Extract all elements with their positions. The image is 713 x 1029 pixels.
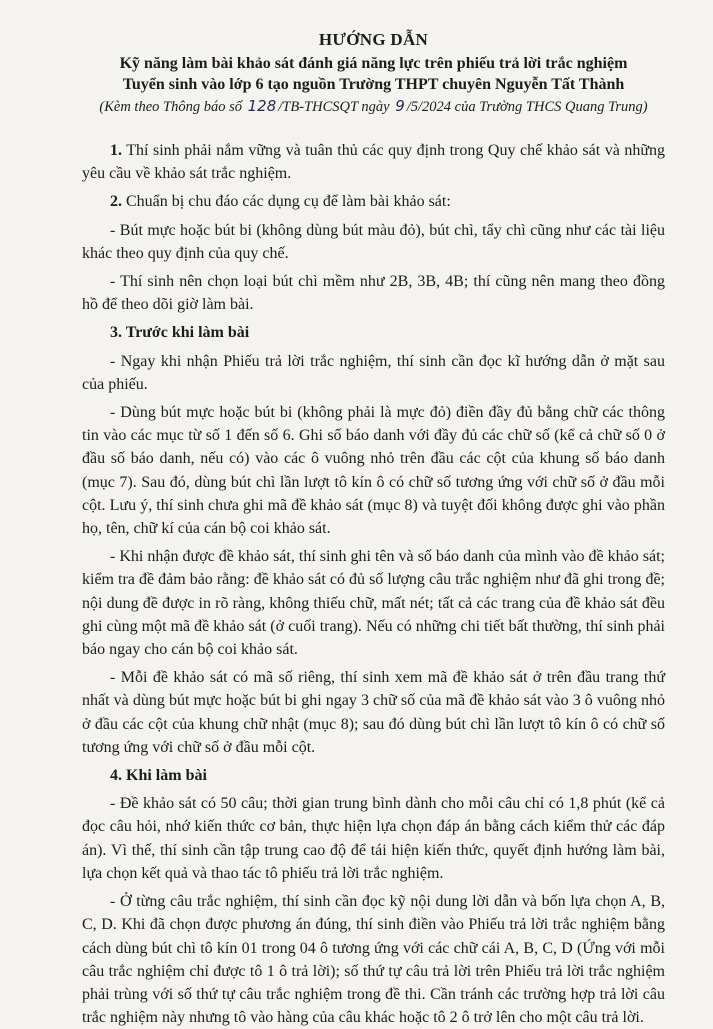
document-subtitle-1: Kỹ năng làm bài khảo sát đánh giá năng lực trên phiếu trả lời trắc nghiệm [119,55,628,72]
section-4-heading: 4. Khi làm bài [110,767,207,785]
document-title: HƯỚNG DẪN [318,30,429,49]
section-1-text: Thí sinh phải nắm vững và tuân thủ các quy định trong Quy chế khảo sát và những yêu cầu về khảo sát trắc nghiệm. [82,142,665,183]
section-1 [82,139,665,185]
document-body [82,139,665,1029]
section-2-paragraph-2: - Thí sinh nên chọn loại bút chì mềm như 2B, 3B, 4B; thí cũng nên mang theo đồng hồ để theo dõi giờ làm bài. [82,273,665,314]
section-3-paragraph-2: - Dùng bút mực hoặc bút bi (không phải là mực đỏ) điền đầy đủ bằng chữ các thông tin vào các mục từ số 1 đến số 6. Ghi số báo danh với đầy đủ các chữ số (kể cả chữ số 0 ở đầu số báo danh, nếu có) vào các ô vuông nhỏ trên đầu các cột của khung số báo danh (mục 7). Sau đó, dùng bút chì lần lượt tô kín ô có chữ số tương ứng với chữ số ở đầu mỗi cột. Lưu ý, thí sinh chưa ghi mã đề khảo sát (mục 8) và tuyệt đối không được ghi vào phần họ, tên, chữ kí của cán bộ coi khảo sát. [82,404,665,538]
section-1-number: 1. [110,142,122,159]
section-4-paragraph-1: - Đề khảo sát có 50 câu; thời gian trung bình dành cho mỗi câu chỉ có 1,8 phút (kể cả đọc câu hỏi, nhớ kiến thức cơ bản, thực hiện lựa chọn đáp án bằng cách kiểm thử các đáp án). Vì thế, thí sinh cần tập trung cao độ để tái hiện kiến thức, quyết định hướng làm bài, lựa chọn kết quả và thao tác tô phiếu trả lời trắc nghiệm. [82,795,665,882]
section-3-paragraph-4: - Mỗi đề khảo sát có mã số riêng, thí sinh xem mã đề khảo sát ở trên đầu trang thứ nhất và dùng bút mực hoặc bút bi ghi ngay 3 chữ số của mã đề khảo sát vào 3 ô vuông nhỏ ở đầu các cột của khung chữ nhật (mục 8); sau đó dùng bút chì lần lượt tô kín ô có chữ số tương ứng với chữ số ở đầu mỗi cột. [82,669,665,756]
section-2-number: 2. [110,193,122,211]
section-2-paragraph-1: - Bút mực hoặc bút bi (không dùng bút màu đỏ), bút chì, tẩy chì cũng như các tài liệu khác theo quy định của quy chế. [82,221,665,262]
section-4-paragraph-2: - Ở từng câu trắc nghiệm, thí sinh cần đọc kỹ nội dung lời dẫn và bốn lựa chọn A, B, C, D. Khi đã chọn được phương án đúng, thí sinh điền vào Phiếu trả lời trắc nghiệm bằng cách dùng bút chì tô kín 01 trong 04 ô tương ứng với các chữ cái A, B, C, D (Ứng với mỗi câu trắc nghiệm chỉ được tô 1 ô trả lời); số thứ tự câu trả lời trên Phiếu trả lời trắc nghiệm phải trùng với số thứ tự câu trắc nghiệm trong đề thi. Cần tránh các trường hợp trả lời câu trắc nghiệm này nhưng tô vào hàng của câu khác hoặc tô 2 ô trở lên cho một câu trả lời. [82,893,665,1027]
note-suffix: /5/2024 của Trường THCS Quang Trung) [406,99,648,115]
section-2-text: Chuẩn bị chu đáo các dụng cụ để làm bài khảo sát: [122,193,451,211]
note-middle: /TB-THCSQT ngày [278,99,390,115]
section-3-heading: 3. Trước khi làm bài [110,324,250,342]
section-2 [82,190,665,213]
handwritten-day: 9 [395,97,405,115]
handwritten-number: 128 [247,97,277,115]
attachment-note [82,96,665,117]
section-3-paragraph-3: - Khi nhận được đề khảo sát, thí sinh ghi tên và số báo danh của mình vào đề khảo sát; kiểm tra đề đảm bảo rằng: đề khảo sát có đủ số lượng câu trắc nghiệm như đã ghi trong đề; nội dung đề được in rõ ràng, không thiếu chữ, mất nét; tất cả các trang của đề khảo sát đều ghi cùng một mã đề khảo sát (ở cuối trang). Nếu có những chi tiết bất thường, thí sinh phải báo ngay cho cán bộ coi khảo sát. [82,548,665,659]
note-prefix: (Kèm theo Thông báo số [99,99,242,115]
document-subtitle-2: Tuyển sinh vào lớp 6 tạo nguồn Trường THPT chuyên Nguyễn Tất Thành [122,76,625,93]
section-3-paragraph-1: - Ngay khi nhận Phiếu trả lời trắc nghiệm, thí sinh cần đọc kĩ hướng dẫn ở mặt sau của phiếu. [82,352,665,393]
